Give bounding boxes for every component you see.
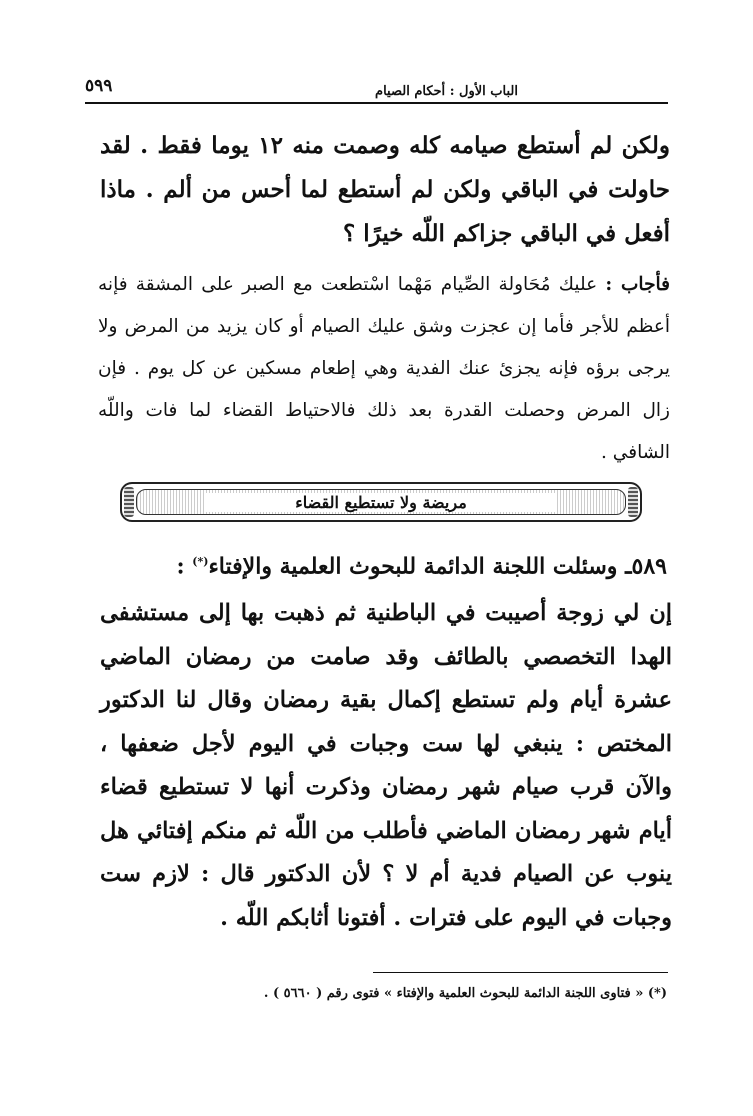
answer-label: فأجاب : bbox=[605, 274, 670, 295]
answer-paragraph bbox=[98, 264, 670, 474]
answer-text: عليك مُحَاولة الصِّيام مَهْما اسْتطعت مع الصبر على المشقة فإنه أعظم للأجر فأما إن عجزت وشق عليك الصيام أو كان يزيد من المرض ولا يرجى برؤه فإنه يجزئ عنك الفدية وهي إطعام مسكين عن كل يوم . فإن زال المرض وحصلت القدرة بعد ذلك فالاحتياط القضاء لما فات واللّه الشافي . bbox=[98, 274, 670, 463]
header-divider bbox=[85, 102, 668, 104]
question-heading-text: ٥٨٩ـ وسئلت اللجنة الدائمة للبحوث العلمية والإفتاء bbox=[208, 553, 667, 580]
question-heading bbox=[87, 540, 667, 588]
question-heading-suffix: : bbox=[176, 553, 185, 580]
footnote: (*) « فتاوى اللجنة الدائمة للبحوث العلمية والإفتاء » فتوى رقم ( ٥٦٦٠ ) . bbox=[263, 986, 667, 1001]
page-number: ٥٩٩ bbox=[85, 76, 113, 96]
question-text: إن لي زوجة أصيبت في الباطنية ثم ذهبت بها إلى مستشفى الهدا التخصصي بالطائف وقد صامت من رمضان الماضي عشرة أيام ولم تستطع إكمال بقية رمضان وقال لنا الدكتور المختص : ينبغي لها ست وجبات في اليوم لأجل ضعفها ، والآن قرب صيام شهر رمضان وذكرت أنها لا تستطيع قضاء أيام شهر رمضان الماضي فأطلب من اللّه ثم منكم إفتائي هل ينوب عن الصيام فدية أم لا ؟ لأن الدكتور قال : لازم ست وجبات في اليوم على فترات . أفتونا أثابكم اللّه . bbox=[100, 600, 672, 931]
section-title: مريضة ولا تستطيع القضاء bbox=[205, 493, 557, 512]
question-continuation: ولكن لم أستطع صيامه كله وصمت منه ١٢ يوما فقط . لقد حاولت في الباقي ولكن لم أستطع لما أحس من ألم . ماذا أفعل في الباقي جزاكم اللّه خيرًا ؟ bbox=[100, 132, 670, 247]
footnote-divider bbox=[373, 972, 668, 973]
chapter-title: الباب الأول : أحكام الصيام bbox=[375, 84, 518, 99]
page-header bbox=[85, 68, 668, 104]
section-title-frame bbox=[120, 482, 642, 522]
footnote-marker: (*) bbox=[192, 555, 209, 568]
